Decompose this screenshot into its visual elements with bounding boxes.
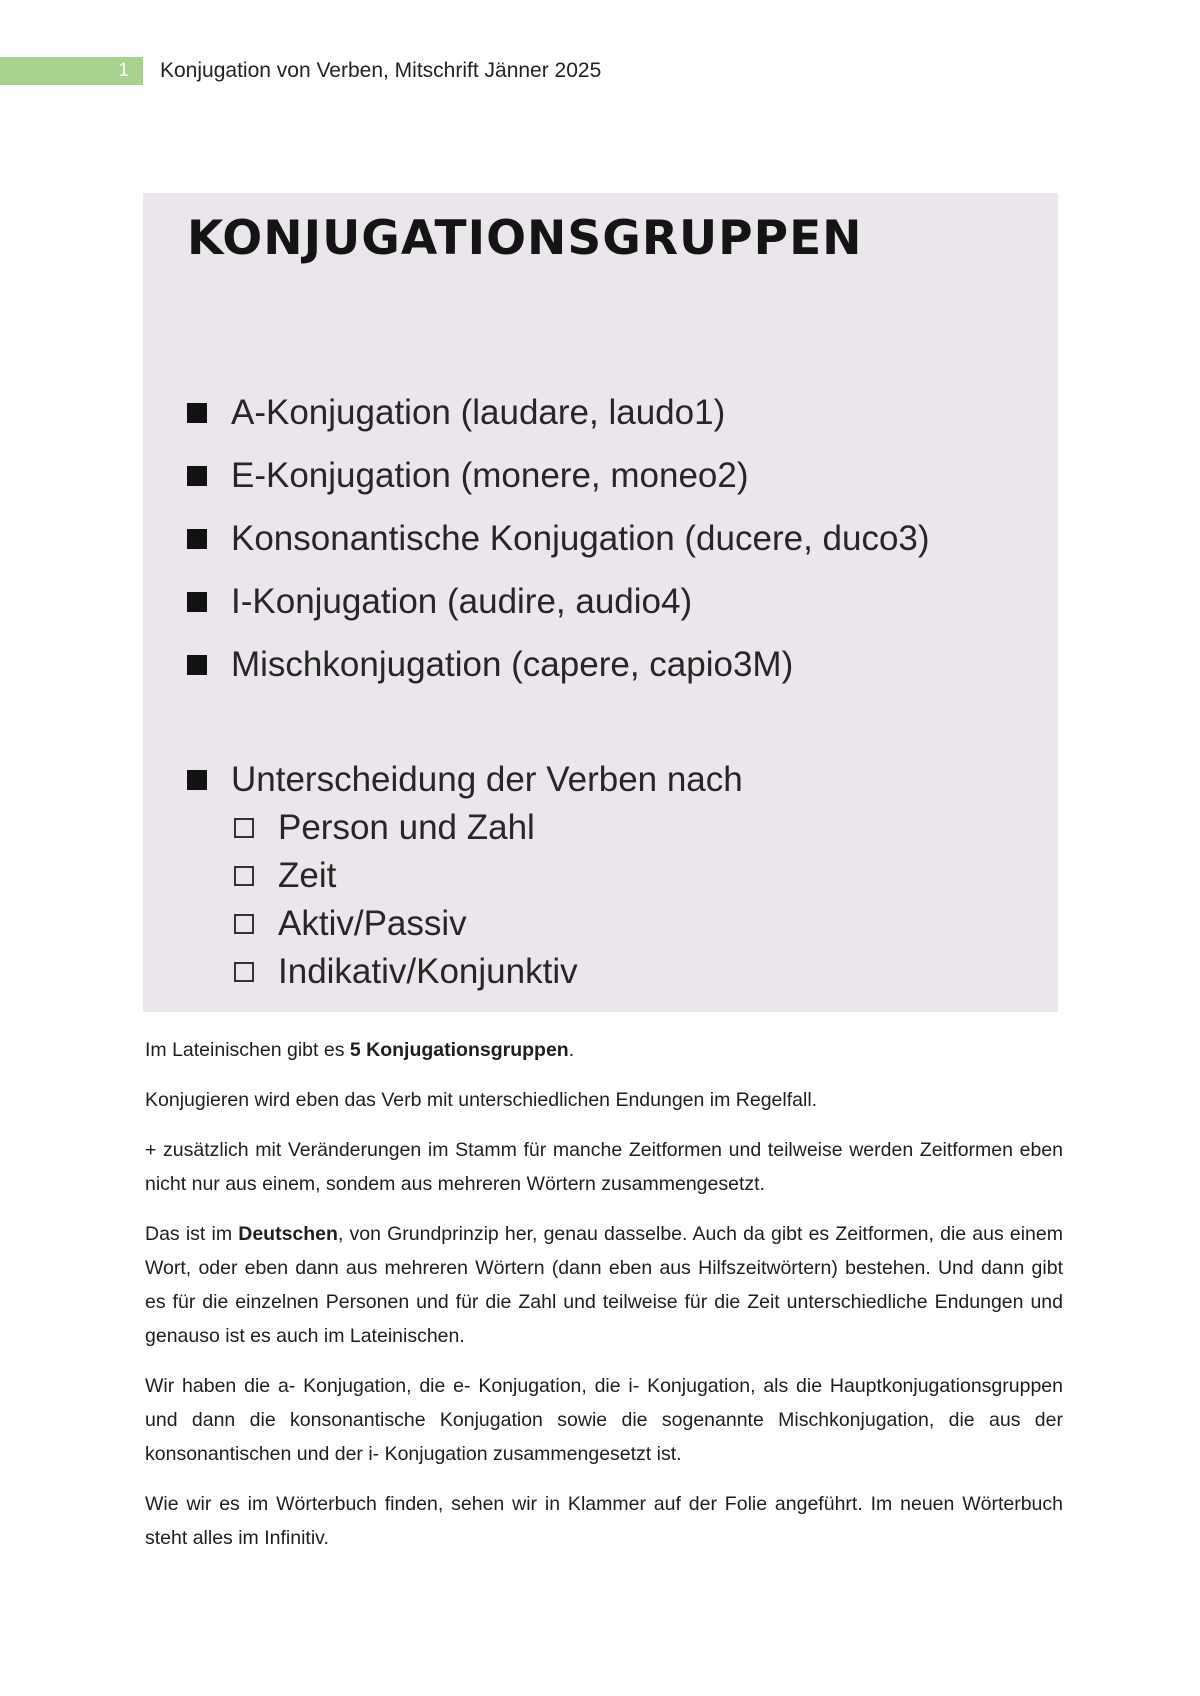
- paragraph: Im Lateinischen gibt es 5 Konjugationsgruppen.: [145, 1039, 575, 1061]
- list-item: E-Konjugation (monere, moneo2): [187, 444, 930, 507]
- paragraph: Wir haben die a- Konjugation, die e- Konjugation, die i- Konjugation, als die Hauptkonjugationsgruppen und dann die konsonantische Konjugation sowie die sogenannte Mischkonjugation, die aus der konsonantischen und der i- Konjugation zusammengesetzt ist.: [145, 1375, 1063, 1465]
- list-item: A-Konjugation (laudare, laudo1): [187, 381, 930, 444]
- distinction-list: [187, 804, 743, 996]
- empty-square-bullet-icon: [234, 914, 254, 934]
- paragraph: Wie wir es im Wörterbuch finden, sehen wir in Klammer auf der Folie angeführt. Im neuen Wörterbuch steht alles im Infinitiv.: [145, 1493, 1063, 1549]
- paragraph: + zusätzlich mit Veränderungen im Stamm für manche Zeitformen und teilweise werden Zeitformen eben nicht nur aus einem, sondem aus mehreren Wörtern zusammengesetzt.: [145, 1139, 1063, 1195]
- list-item: Indikativ/Konjunktiv: [234, 948, 743, 996]
- filled-square-bullet-icon: [187, 466, 207, 486]
- empty-square-bullet-icon: [234, 962, 254, 982]
- paragraph: Das ist im Deutschen, von Grundprinzip her, genau dasselbe. Auch da gibt es Zeitformen, die aus einem Wort, oder eben dann aus mehreren Wörtern (dann eben aus Hilfszeitwörtern) bestehen. Und dann gibt es für die einzelnen Personen und für die Zahl und teilweise für die Zeit unterschiedliche Endungen und genauso ist es auch im Lateinischen.: [145, 1223, 1063, 1347]
- filled-square-bullet-icon: [187, 770, 207, 790]
- header-title: Konjugation von Verben, Mitschrift Jänner 2025: [160, 59, 602, 82]
- filled-square-bullet-icon: [187, 592, 207, 612]
- page-header: [0, 56, 601, 86]
- list-item: Person und Zahl: [234, 804, 743, 852]
- page-number: 1: [0, 57, 143, 85]
- list-item: I-Konjugation (audire, audio4): [187, 570, 930, 633]
- empty-square-bullet-icon: [234, 818, 254, 838]
- distinction-heading: Unterscheidung der Verben nach: [187, 756, 743, 804]
- filled-square-bullet-icon: [187, 655, 207, 675]
- slide-title: KONJUGATIONSGRUPPEN: [187, 211, 863, 266]
- slide-image: [143, 193, 1058, 1012]
- list-item: Aktiv/Passiv: [234, 900, 743, 948]
- paragraph: Konjugieren wird eben das Verb mit unterschiedlichen Endungen im Regelfall.: [145, 1089, 818, 1111]
- distinction-section: [187, 756, 743, 996]
- list-item: Mischkonjugation (capere, capio3M): [187, 633, 930, 696]
- empty-square-bullet-icon: [234, 866, 254, 886]
- list-item: Zeit: [234, 852, 743, 900]
- filled-square-bullet-icon: [187, 529, 207, 549]
- filled-square-bullet-icon: [187, 403, 207, 423]
- conjugation-group-list: [187, 381, 930, 696]
- list-item: Konsonantische Konjugation (ducere, duco3): [187, 507, 930, 570]
- body-text: [145, 1033, 1063, 1571]
